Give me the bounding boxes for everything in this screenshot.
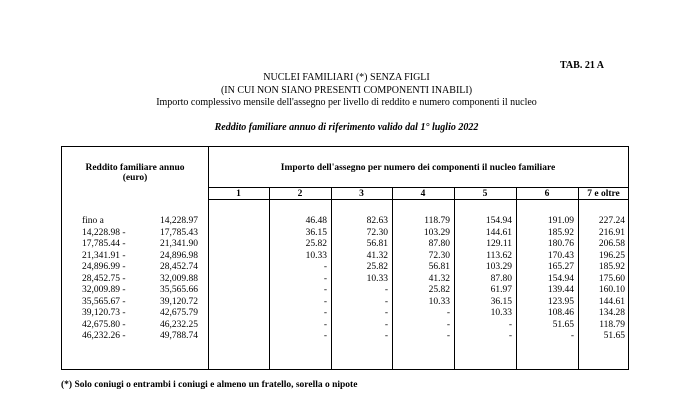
amount-cell: 139.44 [547, 285, 574, 295]
income-to: 42,675.79 [160, 308, 198, 318]
column-header-5: 5 [482, 189, 488, 199]
amount-cell: 118.79 [424, 216, 450, 226]
amount-cell: 165.27 [547, 262, 574, 272]
amount-cell: 56.81 [428, 262, 450, 272]
amount-cell: - [323, 331, 327, 341]
amount-cell: - [446, 319, 450, 330]
amount-cell: 175.60 [598, 273, 625, 284]
column-header-4: 4 [420, 189, 426, 199]
amount-cell: - [323, 308, 327, 318]
amount-cell: 25.82 [366, 262, 388, 272]
amount-cell: 108.46 [547, 308, 574, 318]
income-to: 32,009.88 [160, 273, 198, 284]
income-from: 42,675.80 - [82, 319, 126, 330]
amount-cell: 154.94 [547, 273, 574, 284]
column-header-3: 3 [359, 189, 364, 199]
income-from: fino a [82, 216, 104, 226]
amount-cell: 10.33 [490, 308, 512, 318]
amount-cell: 185.92 [598, 262, 625, 272]
amount-cell: 185.92 [547, 227, 574, 238]
amount-cell: 87.80 [428, 239, 450, 249]
amount-cell: 123.95 [547, 296, 574, 307]
amount-cell: 103.29 [423, 227, 450, 238]
income-to: 35,565.66 [160, 285, 198, 295]
amount-cell: 25.82 [305, 239, 327, 249]
amount-cell: 41.32 [366, 250, 388, 261]
amount-cell: - [384, 285, 388, 295]
amount-cell: 87.80 [490, 273, 512, 284]
amount-header: Importo dell'assegno per numero dei componenti il nucleo familiare [280, 163, 556, 173]
amount-cell: 144.61 [485, 227, 512, 238]
income-to: 46,232.25 [160, 319, 198, 330]
title-line-2: (IN CUI NON SIANO PRESENTI COMPONENTI INABILI) [220, 85, 473, 96]
amount-cell: - [323, 273, 327, 284]
amount-cell: 46.48 [305, 216, 327, 226]
amount-cell: 72.30 [428, 250, 450, 261]
table-number-label: TAB. 21 A [560, 60, 604, 71]
column-divider [392, 187, 393, 369]
amount-cell: - [384, 308, 388, 318]
amount-cell: 72.30 [366, 227, 388, 238]
income-to: 21,341.90 [160, 239, 198, 249]
title-line-1: NUCLEI FAMILIARI (*) SENZA FIGLI [263, 72, 430, 83]
income-to: 39,120.72 [160, 296, 198, 307]
amount-cell: 10.33 [305, 250, 327, 261]
amount-cell: 170.43 [547, 250, 574, 261]
amount-cell: 82.63 [366, 216, 388, 226]
amount-cell: 144.61 [598, 296, 625, 307]
amount-cell: 160.10 [598, 285, 625, 295]
amount-cell: 51.65 [603, 331, 625, 341]
header-divider [208, 187, 628, 188]
amount-cell: 61.97 [490, 285, 512, 295]
income-from: 46,232.26 - [82, 331, 126, 341]
income-to: 49,788.74 [160, 331, 198, 341]
amount-cell: 206.58 [598, 239, 625, 249]
income-to: 24,896.98 [160, 250, 198, 261]
amount-cell: - [570, 331, 574, 341]
amount-cell: 180.76 [547, 239, 574, 249]
amount-cell: 216.91 [598, 227, 625, 238]
amount-cell: 10.33 [366, 273, 388, 284]
amount-cell: 129.11 [486, 239, 512, 249]
income-to: 28,452.74 [160, 262, 198, 272]
amount-cell: - [384, 319, 388, 330]
income-to: 14,228.97 [160, 216, 198, 226]
amount-cell: 36.15 [490, 296, 512, 307]
amount-cell: - [384, 331, 388, 341]
amount-cell: 10.33 [428, 296, 450, 307]
allowance-table [61, 146, 629, 370]
footnote: (*) Solo coniugi o entrambi i coniugi e almeno un fratello, sorella o nipote [61, 380, 358, 390]
income-from: 24,896.99 - [82, 262, 126, 272]
amount-cell: 134.28 [598, 308, 625, 318]
income-from: 17,785.44 - [82, 239, 126, 249]
amount-cell: - [323, 285, 327, 295]
amount-cell: - [446, 308, 450, 318]
income-to: 17,785.43 [160, 227, 198, 238]
amount-cell: 41.32 [428, 273, 450, 284]
income-header: Reddito familiare annuo (euro) [85, 163, 185, 183]
amount-cell: 56.81 [366, 239, 388, 249]
amount-cell: - [384, 296, 388, 307]
column-header-6: 6 [544, 189, 550, 199]
amount-cell: - [508, 331, 512, 341]
amount-cell: 36.15 [305, 227, 327, 238]
amount-cell: 118.79 [599, 319, 625, 330]
column-divider [269, 187, 270, 369]
amount-cell: 191.09 [547, 216, 574, 226]
amount-cell: - [323, 319, 327, 330]
amount-cell: - [446, 331, 450, 341]
amount-cell: 25.82 [428, 285, 450, 295]
income-from: 14,228.98 - [82, 227, 126, 238]
income-from: 28,452.75 - [82, 273, 126, 284]
income-from: 32,009.89 - [82, 285, 126, 295]
income-column-divider [208, 147, 209, 369]
column-header-divider [208, 199, 628, 200]
amount-cell: - [323, 262, 327, 272]
column-divider [331, 187, 332, 369]
amount-cell: 196.25 [598, 250, 625, 261]
amount-cell: 154.94 [485, 216, 512, 226]
title-line-3: Importo complessivo mensile dell'assegno per livello di reddito e numero componenti il nucleo [156, 97, 537, 108]
amount-cell: 103.29 [485, 262, 512, 272]
income-from: 35,565.67 - [82, 296, 126, 307]
amount-cell: 113.62 [486, 250, 512, 261]
column-header-2: 2 [297, 189, 303, 199]
amount-cell: 51.65 [552, 319, 574, 330]
amount-cell: - [323, 296, 327, 307]
reference-period-title: Reddito familiare annuo di riferimento valido dal 1° luglio 2022 [214, 122, 479, 133]
amount-cell: - [508, 319, 512, 330]
amount-cell: 227.24 [598, 216, 625, 226]
column-divider [516, 187, 517, 369]
income-from: 21,341.91 - [82, 250, 126, 261]
column-header-1: 1 [236, 189, 241, 199]
column-header-7: 7 e oltre [587, 189, 620, 199]
income-from: 39,120.73 - [82, 308, 126, 318]
column-divider [454, 187, 455, 369]
